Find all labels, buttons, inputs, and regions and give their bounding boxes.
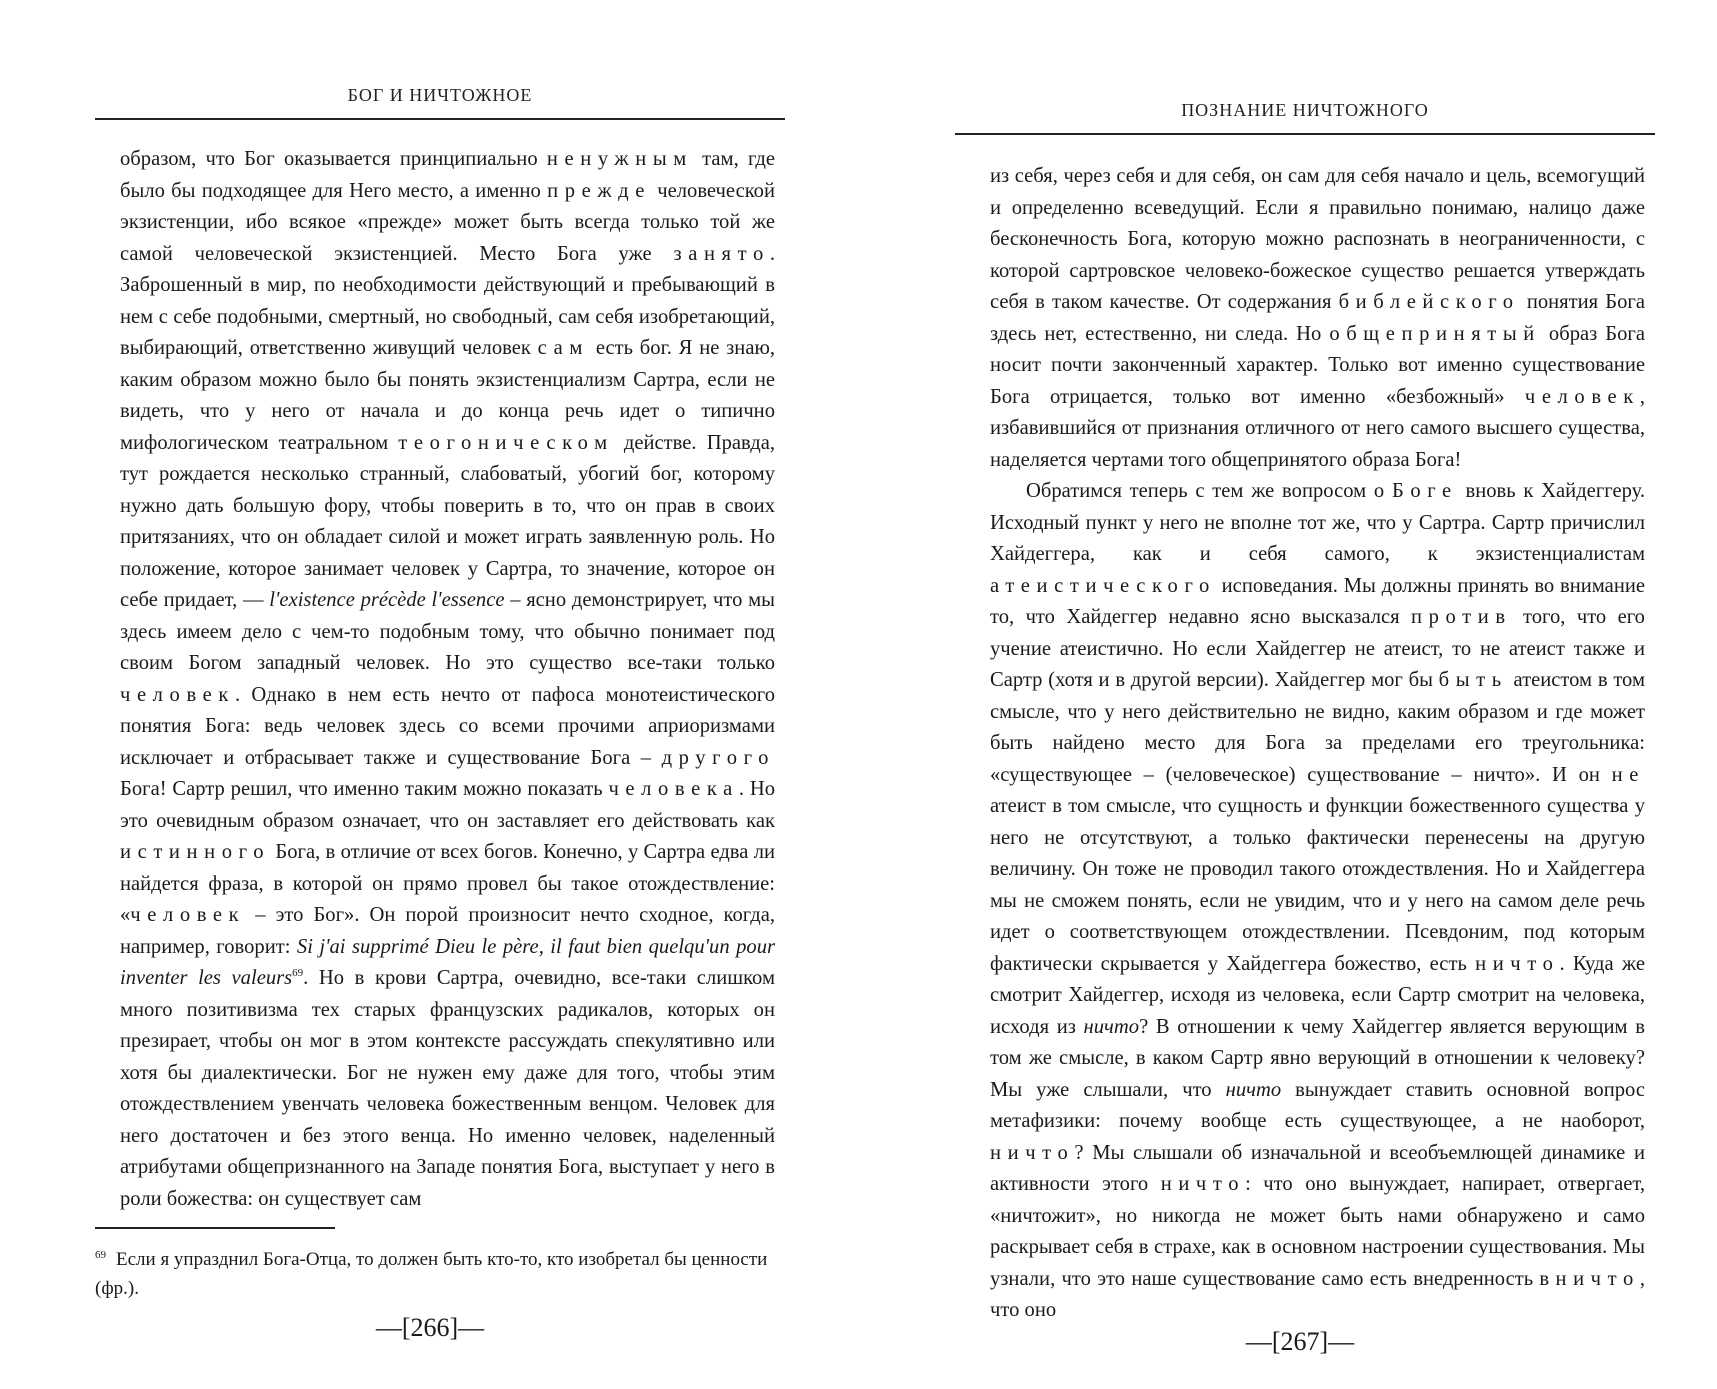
- running-head: БОГ И НИЧТОЖНОЕ: [347, 85, 533, 105]
- body-text: [120, 144, 775, 1215]
- footnote-rule: [95, 1227, 335, 1229]
- footnote: [95, 1245, 785, 1303]
- footnote-mark: 69: [95, 1248, 106, 1261]
- page-number: —[267]—: [1245, 1327, 1355, 1356]
- footnote-ref: 69: [292, 967, 304, 980]
- paragraph: образом, что Бог оказывается принципиально ненужным там, где было бы подходящее для Него место, а именно прежде человеческой экзистенции, ибо всякое «прежде» может быть всегда только той же самой человеческой экзистенцией. Место Бога уже занято. Заброшенный в мир, по необходимости действующий и пребывающий в нем с себе подобными, смертный, но свободный, сам себя изобретающий, выбирающий, ответственно живущий человек сам есть бог. Я не знаю, каким образом можно было бы понять экзистенциализм Сартра, если не видеть, что у него от начала и до конца речь идет о типично мифологическом театральном теогоническом действе. Правда, тут рождается несколько странный, слабоватый, убогий бог, которому нужно дать большую фору, чтобы поверить в то, что он прав в своих притязаниях, что он обладает силой и может играть заявленную роль. Но положение, которое занимает человек у Сартра, то значение, которое он себе придает, — l'existence précède l'essence – ясно демонстрирует, что мы здесь имеем дело с чем-то подобным тому, что обычно понимает под своим Богом западный человек. Но это существо все-таки только человек. Однако в нем есть нечто от пафоса монотеистического понятия Бога: ведь человек здесь со всеми прочими априоризмами исключает и отбрасывает также и существование Бога – другого Бога! Сартр решил, что именно таким можно показать человека. Но это очевидным образом означает, что он заставляет его действовать как истинного Бога, в отличие от всех богов. Конечно, у Сартра едва ли найдется фраза, в которой он прямо провел бы такое отождествление: «человек – это Бог». Он порой произносит нечто сходное, когда, например, говорит: Si j'ai supprimé Dieu le père, il faut bien quelqu'un pour inventer les valeurs$^{69}$. Но в крови Сартра, очевидно, все-таки слишком много позитивизма тех старых французских радикалов, которых он презирает, чтобы он мог в этом контексте рассуждать спекулятивно или хотя бы диалектически. Бог не нужен ему даже для того, чтобы этим отождествлением увенчать человека божественным венцом. Человек для него достаточен и без этого венца. Но именно человек, наделенный атрибутами общепризнанного на Западе понятия Бога, выступает у него в роли божества: он существует сам: [120, 148, 775, 1210]
- right-page: [860, 0, 1717, 1389]
- body-text: [990, 161, 1645, 1327]
- page-number: —[266]—: [375, 1313, 485, 1342]
- running-head: ПОЗНАНИЕ НИЧТОЖНОГО: [1181, 100, 1429, 120]
- paragraph: из себя, через себя и для себя, он сам для себя начало и цель, всемогущий и определенно всеведущий. Если я правильно понимаю, налицо даже бесконечность Бога, которую можно распознать в неограниченности, с которой сартровское человеко-божеское существо решается утверждать себя в таком качестве. От содержания библейского понятия Бога здесь нет, естественно, ни следа. Но общепринятый образ Бога носит почти законченный характер. Только вот именно существование Бога отрицается, только вот именно «безбожный» человек, избавившийся от признания отличного от него самого высшего существа, наделяется чертами того общепринятого образа Бога!: [990, 165, 1646, 471]
- header-rule: [955, 133, 1655, 135]
- footnote-text: Если я упразднил Бога-Отца, то должен быть кто-то, кто изобретал бы ценности (фр.).: [95, 1249, 768, 1299]
- header-rule: [95, 118, 785, 120]
- paragraph: Обратимся теперь с тем же вопросом о Боге вновь к Хайдеггеру. Исходный пункт у него не вполне тот же, что у Сартра. Сартр причислил Хайдеггера, как и себя самого, к экзистенциалистам атеистического исповедания. Мы должны принять во внимание то, что Хайдеггер недавно ясно высказался против того, что его учение атеистично. Но если Хайдеггер не атеист, то не атеист также и Сартр (хотя и в другой версии). Хайдеггер мог бы быть атеистом в том смысле, что у него действительно не видно, каким образом и где может быть найдено место для Бога за пределами его треугольника: «существующее – (человеческое) существование – ничто». И он не атеист в том смысле, что сущность и функции божественного существа у него не отсутствуют, а только фактически перенесены на другую величину. Он тоже не проводил такого отождествления. Но и Хайдеггера мы не сможем понять, если не увидим, что и у него на самом деле речь идет о соответствующем отождествлении. Псевдоним, под которым фактически скрывается у Хайдеггера божество, есть ничто. Куда же смотрит Хайдеггер, исходя из человека, если Сартр смотрит на человека, исходя из ничто? В отношении к чему Хайдеггер является верующим в том же смысле, в каком Сартр явно верующий в отношении к человеку? Мы уже слышали, что ничто вынуждает ставить основной вопрос метафизики: почему вообще есть существующее, а не наоборот, ничто? Мы слышали об изначальной и всеобъемлющей динамике и активности этого ничто: что оно вынуждает, напирает, отвергает, «ничтожит», но никогда не может быть нами обнаружено и само раскрывает себя в страхе, как в основном настроении существования. Мы узнали, что это наше существование само есть внедренность в ничто, что оно: [990, 480, 1645, 1321]
